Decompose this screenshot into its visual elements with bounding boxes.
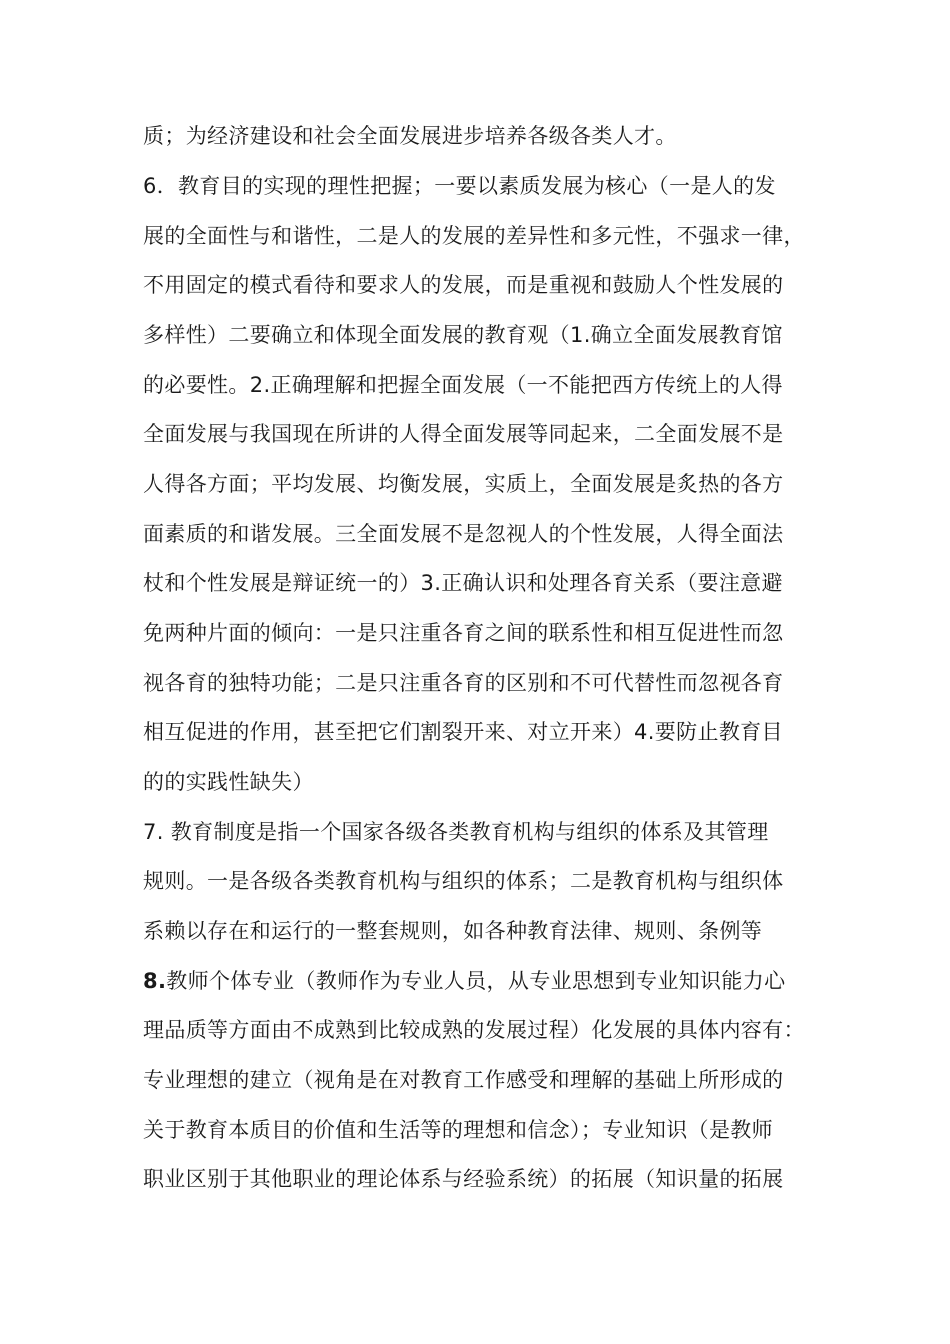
text-line-content: 教师个体专业（教师作为专业人员，从专业思想到专业知识能力心	[166, 969, 786, 993]
text-line: 理品质等方面由不成熟到比较成熟的发展过程）化发展的具体内容有：	[143, 1018, 805, 1042]
text-line: 面素质的和谐发展。三全面发展不是忽视人的个性发展，人得全面法	[143, 522, 784, 546]
text-line: 多样性）二要确立和体现全面发展的教育观（1.确立全面发展教育馆	[143, 323, 783, 347]
text-line: 相互促进的作用，甚至把它们割裂开来、对立开来）4.要防止教育目	[143, 720, 783, 744]
text-line: 职业区别于其他职业的理论体系与经验系统）的拓展（知识量的拓展	[143, 1167, 784, 1191]
text-line: 全面发展与我国现在所讲的人得全面发展等同起来，二全面发展不是	[143, 422, 784, 446]
text-line: 专业理想的建立（视角是在对教育工作感受和理解的基础上所形成的	[143, 1068, 784, 1092]
text-line: 免两种片面的倾向：一是只注重各育之间的联系性和相互促进性而忽	[143, 621, 784, 645]
text-line: 6．教育目的实现的理性把握；一要以素质发展为核心（一是人的发	[143, 174, 776, 198]
text-line: 质；为经济建设和社会全面发展进步培养各级各类人才。	[143, 124, 677, 148]
text-line: 视各育的独特功能；二是只注重各育的区别和不可代替性而忽视各育	[143, 671, 784, 695]
text-line: 不用固定的模式看待和要求人的发展，而是重视和鼓励人个性发展的	[143, 273, 784, 297]
text-line: 杖和个性发展是辩证统一的）3.正确认识和处理各育关系（要注意避	[143, 571, 783, 595]
text-line: 7. 教育制度是指一个国家各级各类教育机构与组织的体系及其管理	[143, 820, 769, 844]
text-line: 规则。一是各级各类教育机构与组织的体系；二是教育机构与组织体	[143, 869, 784, 893]
text-line: 的必要性。2.正确理解和把握全面发展（一不能把西方传统上的人得	[143, 373, 783, 397]
section-number: 8.	[143, 969, 167, 993]
text-line	[143, 968, 785, 994]
text-line: 关于教育本质目的价值和生活等的理想和信念）；专业知识（是教师	[143, 1118, 773, 1142]
text-line: 系赖以存在和运行的一整套规则，如各种教育法律、规则、条例等	[143, 919, 763, 943]
text-line: 的的实践性缺失）	[143, 770, 314, 794]
text-line: 人得各方面；平均发展、均衡发展，实质上，全面发展是炙热的各方	[143, 472, 784, 496]
text-line: 展的全面性与和谐性，二是人的发展的差异性和多元性，不强求一律，	[143, 224, 805, 248]
